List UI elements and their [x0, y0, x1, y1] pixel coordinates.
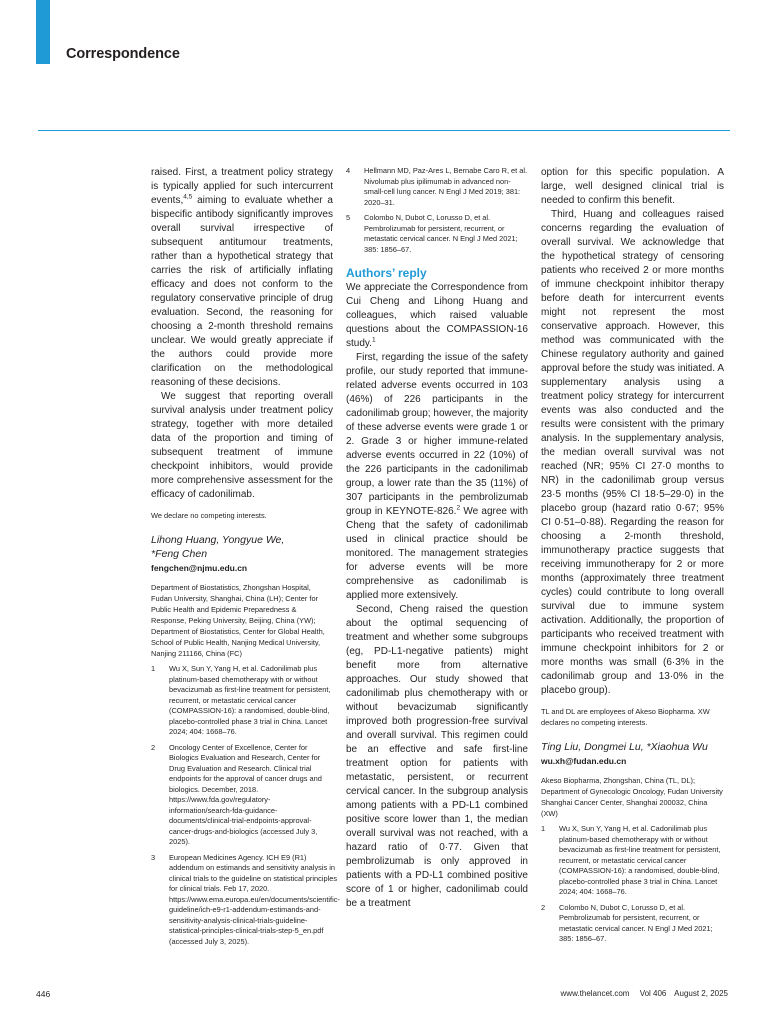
- column-3: [541, 166, 724, 945]
- paragraph: Third, Huang and colleagues raised concerns regarding the evaluation of overall survival. We acknowledge that the hypothetical strategy of censoring patients who received 2 or more months of immune checkpoint inhibitor therapy before death for intercurrent events might not represent the most conservative approach. However, this method was communicated with the Chinese regulatory authority and gained approval before the study was initiated. A supplementary analysis using a treatment policy strategy for intercurrent events was also conducted and the results were consistent with the primary analysis. In the supplementary analysis, the median overall survival was not reached (NR; 95% CI 27·0 months to NR) in the cadonilimab group versus 23·5 months (95% CI 18·5–29·0) in the placebo group (hazard ratio 0·67; 95% CI 0·51–0·88). Regarding the reason for choosing a 2-month threshold, immunotherapy practice suggests that receiving immunotherapy for 2 or more months (approximately three treatment cycles) could contribute to long overall survival due to immune system activation. Additionally, the proportion of participants who received treatment with immune checkpoint inhibitors for 2 or more months was small (6·3% in the cadonilimab group and 13·0% in the placebo group).: [541, 209, 724, 696]
- section-accent-bar: [36, 0, 50, 64]
- reference-item: 1 Wu X, Sun Y, Yang H, et al. Cadonilimab plus platinum-based chemotherapy with or without bevacizumab as first-line treatment for persistent, recurrent, or metastatic cervical cancer (COMPASSION-16): a randomised, double-blind, placebo-controlled phase 3 trial in China. Lancet 2024; 404: 1668–76.: [151, 664, 331, 736]
- reference-list: [346, 166, 528, 255]
- reference-item: 2 Oncology Center of Excellence, Center for Biologics Evaluation and Research, Center for Drug Evaluation and Research. Clinical trial endpoints for the approval of cancer drugs and biologics. December, 2018. https://www.fda.gov/regulatory-information/search-fda-guidance-documents/clinical-trial-endpoints-approval-cancer-drugs-and-biologics (accessed July 3, 2025).: [151, 742, 322, 846]
- header-rule: [38, 130, 730, 131]
- competing-interests: TL and DL are employees of Akeso Biopharma. XW declares no competing interests.: [541, 707, 710, 727]
- author-email[interactable]: fengchen@njmu.edu.cn: [151, 563, 248, 573]
- page-number: 446: [36, 989, 51, 999]
- reference-list: [541, 824, 724, 945]
- paragraph: Second, Cheng raised the question about the optimal sequencing of treatment and whether some subgroups (eg, PD-L1-negative patients) might benefit more from alternative approaches. Our study showed that cadonilimab plus chemotherapy with or without bevacizumab significantly improved both progression-free survival and overall survival. This regimen could be an effective and safe first-line treatment option for patients with metastatic, persistent, or recurrent cervical cancer. In the subgroup analysis among patients with a PD-L1 combined positive score lower than 1, the median overall survival was not reached, with a hazard ratio of 0·77. Given that pembrolizumab is only approved in patients with a PD-L1 combined positive score of 1 or higher, cadonilimab could be a treatment: [346, 604, 528, 909]
- author-names: Ting Liu, Dongmei Lu, *Xiaohua Wu: [541, 741, 708, 753]
- reference-list: [151, 664, 340, 947]
- author-block: [541, 740, 724, 767]
- paragraph: raised. First, a treatment policy strategy is typically applied for such intercurrent events,$^{4,5}$ aiming to evaluate whether a bispecific antibody significantly improves overall survival irrespective of subsequent antitumour treatments, rather than a hypothetical strategy that carries the risk of artificially inflating efficacy and does not conform to the regulatory conservative principle of drug evaluation. Second, the reasoning for choosing a 2-month threshold remains unclear. We would greatly appreciate if the authors could provide more clarification on the methodological reasoning of these decisions.: [151, 167, 333, 388]
- journal-url[interactable]: www.thelancet.com: [560, 989, 630, 998]
- reference-item: 4 Hellmann MD, Paz-Ares L, Bernabe Caro R, et al. Nivolumab plus ipilimumab in advanced non-small-cell lung cancer. N Engl J Med 2019; 381: 2020–31.: [346, 166, 528, 207]
- section-heading: Authors’ reply: [346, 266, 427, 280]
- issue-date: August 2, 2025: [674, 989, 728, 998]
- author-email[interactable]: wu.xh@fudan.edu.cn: [541, 756, 627, 766]
- section-title: Correspondence: [66, 46, 180, 62]
- author-block: [151, 533, 333, 574]
- reference-item: 2 Colombo N, Dubot C, Lorusso D, et al. Pembrolizumab for persistent, recurrent, or metastatic cervical cancer. N Engl J Med 2021; 385: 1856–67.: [541, 902, 713, 943]
- column-1: [151, 166, 340, 947]
- reference-item: 5 Colombo N, Dubot C, Lorusso D, et al. Pembrolizumab for persistent, recurrent, or metastatic cervical cancer. N Engl J Med 2021; 385: 1856–67.: [346, 213, 518, 254]
- reference-item: 1 Wu X, Sun Y, Yang H, et al. Cadonilimab plus platinum-based chemotherapy with or without bevacizumab as first-line treatment for persistent, recurrent, or metastatic cervical cancer (COMPASSION-16): a randomised, double-blind, placebo-controlled phase 3 trial in China. Lancet 2024; 404: 1668–76.: [541, 824, 721, 896]
- journal-footer: [561, 989, 728, 998]
- paragraph: We appreciate the Correspondence from Cui Cheng and Lihong Huang and colleagues, which raised valuable questions about the COMPASSION-16 study.$^1$: [346, 282, 528, 349]
- paragraph: First, regarding the issue of the safety profile, our study reported that immune-related adverse events occurred in 103 (46%) of 226 participants in the cadonilimab group; however, the majority of these adverse events were grade 1 or 2. Grade 3 or higher immune-related adverse events occurred in 22 (10%) of the 226 participants in the cadonilimab group, a lower rate than the 35 (11%) of 307 participants in the pembrolizumab group in KEYNOTE-826.$^2$ We agree with Cheng that the safety of cadonilimab used in clinical practice should be monitored. The management strategies for adverse events will be more comprehensive as cadonilimab is applied more extensively.: [346, 352, 529, 601]
- affiliation: Akeso Biopharma, Zhongshan, China (TL, DL); Department of Gynecologic Oncology, Fudan University Shanghai Cancer Center, Shanghai 200032, China (XW): [541, 776, 723, 818]
- competing-interests: We declare no competing interests.: [151, 511, 267, 520]
- paragraph: option for this specific population. A large, well designed clinical trial is needed to confirm this benefit.: [541, 167, 724, 206]
- journal-volume: Vol 406: [639, 989, 667, 998]
- paragraph: We suggest that reporting overall survival analysis under treatment policy strategy, together with more detailed data of the proportion and timing of subsequent treatment of immune checkpoint inhibitors, would provide more comprehensive assessment for the efficacy of cadonilimab.: [151, 391, 333, 500]
- affiliation: Department of Biostatistics, Zhongshan Hospital, Fudan University, Shanghai, China (LH); Center for Public Health and Epidemic Preparedness & Response, Peking University, Beijing, China (YW); Department of Biostatistics, Center for Global Health, School of Public Health, Nanjing Medical University, Nanjing 211166, China (FC): [151, 583, 325, 658]
- reference-item: 3 European Medicines Agency. ICH E9 (R1) addendum on estimands and sensitivity analysis in clinical trials to the guideline on statistical principles for clinical trials. Feb 17, 2020. https://www.ema.europa.eu/en/documents/scientific-guideline/ich-e9-r1-addendum-estimands-and-sensitivity-analysis-clinical-trials-guideline-statistical-principles-clinical-trials-step-5_en.pdf (accessed July 3, 2025).: [151, 852, 340, 946]
- author-names: *Feng Chen: [151, 548, 208, 560]
- column-2: [346, 166, 528, 911]
- author-names: Lihong Huang, Yongyue We,: [151, 534, 285, 546]
